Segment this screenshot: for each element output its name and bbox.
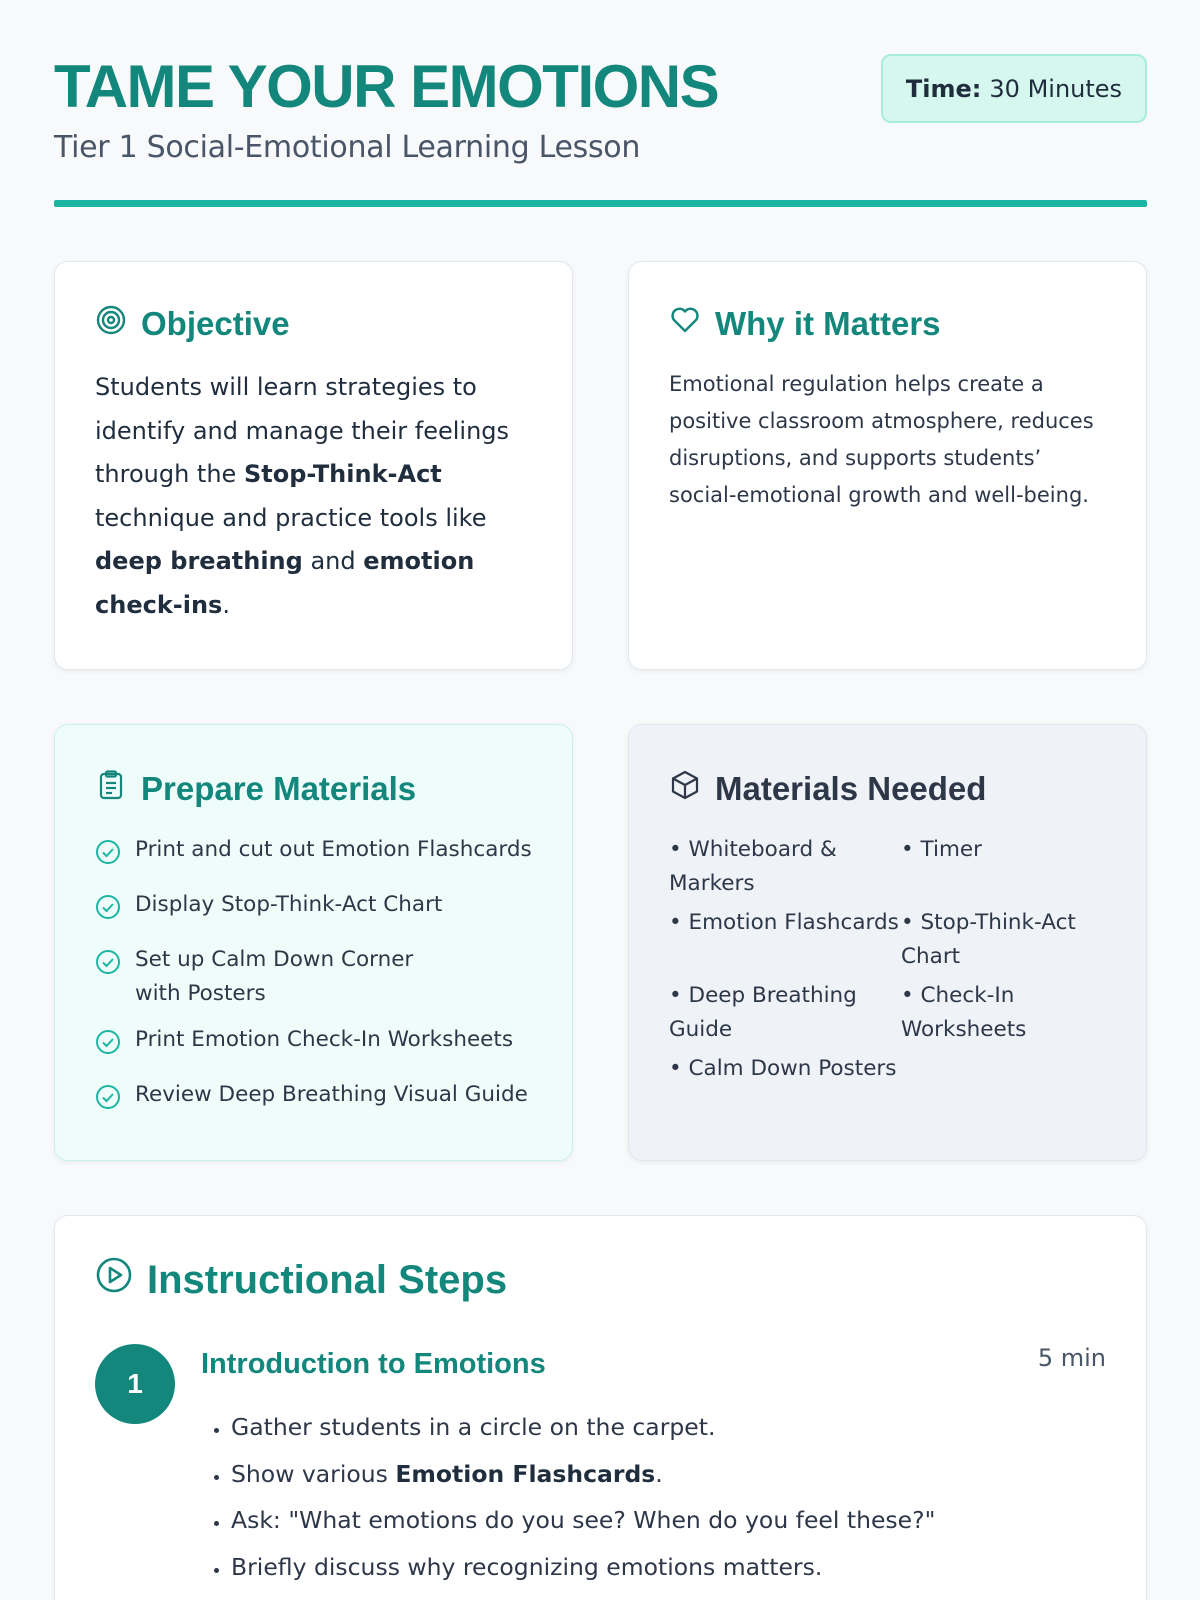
materials-list <box>669 833 1106 1092</box>
target-icon <box>95 304 141 344</box>
header-divider <box>54 200 1147 207</box>
page-subtitle: Tier 1 Social-Emotional Learning Lesson <box>54 130 641 165</box>
why-heading <box>669 304 1106 344</box>
clipboard-icon <box>95 769 141 809</box>
heart-icon <box>669 304 715 344</box>
prepare-title: Prepare Materials <box>141 770 417 807</box>
check-circle-icon <box>95 1023 135 1066</box>
step-header <box>201 1344 1106 1384</box>
list-item <box>95 943 532 1011</box>
materials-heading <box>669 769 1106 809</box>
prepare-item-label: Print and cut out Emotion Flashcards <box>135 837 532 862</box>
list-item: • Check-In Worksheets <box>901 983 1027 1042</box>
list-item: • Timer <box>901 837 982 862</box>
objective-text-1: Students will learn strategies to identify and manage their feelings through the <box>95 373 510 488</box>
time-value: 30 Minutes <box>989 74 1123 103</box>
list-item: • Emotion Flashcards <box>669 910 899 935</box>
check-circle-icon <box>95 888 135 931</box>
time-label: Time: <box>905 74 982 103</box>
prepare-item-label: Review Deep Breathing Visual Guide <box>135 1082 528 1107</box>
list-item: • Deep Breathing Guide <box>669 983 857 1042</box>
objective-title: Objective <box>141 305 290 342</box>
play-circle-icon <box>95 1256 147 1304</box>
prepare-list <box>95 833 532 1121</box>
list-item <box>95 1023 532 1066</box>
prepare-item-label: Set up Calm Down Corner with Posters <box>135 947 414 1006</box>
list-item: • Stop-Think-Act Chart <box>901 910 1076 969</box>
list-item <box>231 1451 1106 1498</box>
prepare-item-label: Display Stop-Think-Act Chart <box>135 892 443 917</box>
list-item: • Briefly discuss why recognizing emotions matters. <box>231 1544 1106 1591</box>
objective-text-4: . <box>222 590 230 619</box>
why-card <box>628 261 1147 670</box>
objective-text-3: and <box>302 547 364 575</box>
bullet-bold: Emotion Flashcards <box>395 1459 656 1488</box>
step-number: 1 <box>95 1344 175 1424</box>
step-duration: 5 min <box>1037 1344 1106 1372</box>
objective-card <box>54 261 573 670</box>
step-item <box>95 1344 1106 1590</box>
objective-bold-2: deep breathing <box>95 547 303 575</box>
objective-text <box>95 366 532 627</box>
list-item: • Whiteboard & Markers <box>669 837 837 896</box>
list-item: • Calm Down Posters <box>669 1056 897 1081</box>
time-badge <box>881 54 1147 123</box>
prepare-heading <box>95 769 532 809</box>
bullet-text: Show various <box>231 1459 396 1488</box>
objective-heading <box>95 304 532 344</box>
step-title: Introduction to Emotions <box>201 1348 546 1380</box>
steps-card <box>54 1215 1147 1600</box>
header <box>54 0 1147 208</box>
objective-text-2: technique and practice tools like <box>95 503 487 532</box>
lesson-page <box>54 0 1147 1581</box>
prepare-card <box>54 724 573 1161</box>
objective-bold-3: emotion check-ins <box>95 547 475 619</box>
steps-heading <box>95 1256 1106 1304</box>
check-circle-icon <box>95 1078 135 1121</box>
why-text: Emotional regulation helps create a positive classroom atmosphere, reduces disruptions, and supports students’ social-emotional growth and well-being. <box>669 372 1094 507</box>
list-item: • Ask: "What emotions do you see? When do you feel these?" <box>231 1497 1106 1544</box>
bullet-text: . <box>655 1459 663 1488</box>
page-title: TAME YOUR EMOTIONS <box>54 53 719 120</box>
check-circle-icon <box>95 943 135 986</box>
list-item <box>95 1078 532 1121</box>
step-bullets <box>231 1404 1106 1590</box>
prepare-item-label: Print Emotion Check-In Worksheets <box>135 1027 514 1052</box>
list-item: • Gather students in a circle on the carpet. <box>231 1404 1106 1451</box>
materials-title: Materials Needed <box>715 770 987 807</box>
objective-bold-1: Stop-Think-Act <box>243 460 442 488</box>
list-item <box>95 888 532 931</box>
steps-title: Instructional Steps <box>147 1257 508 1302</box>
list-item <box>95 833 532 876</box>
box-icon <box>669 769 715 809</box>
check-circle-icon <box>95 833 135 876</box>
materials-card <box>628 724 1147 1161</box>
why-title: Why it Matters <box>715 305 941 342</box>
